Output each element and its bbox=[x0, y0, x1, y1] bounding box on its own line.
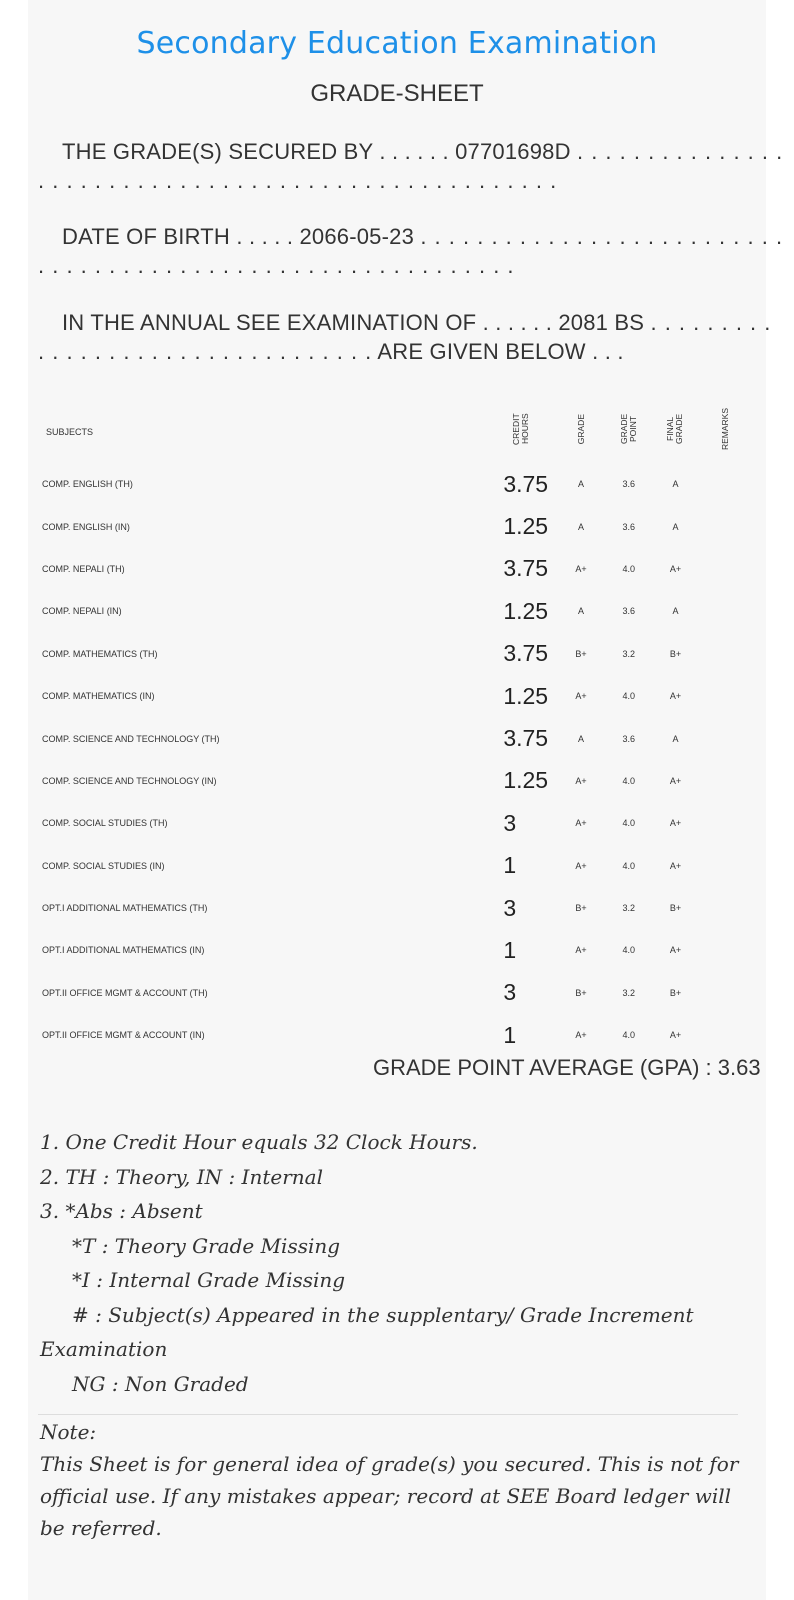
remarks-cell bbox=[698, 972, 752, 1014]
credit-hours-cell: 3 bbox=[503, 809, 517, 836]
table-row bbox=[42, 590, 752, 632]
grade-point-cell: 4.0 bbox=[622, 818, 635, 829]
subject-cell: OPT.II OFFICE MGMT & ACCOUNT (IN) bbox=[42, 1030, 205, 1041]
dob-label: DATE OF BIRTH . . . . . bbox=[62, 224, 294, 249]
grade-cell: A bbox=[578, 479, 585, 490]
grade-cell: A+ bbox=[575, 860, 587, 871]
exam-line-2 bbox=[38, 339, 624, 365]
table-row bbox=[42, 929, 752, 971]
remarks-cell bbox=[698, 760, 752, 802]
note-line: be referred. bbox=[40, 1516, 162, 1540]
subject-cell: OPT.I ADDITIONAL MATHEMATICS (TH) bbox=[42, 903, 208, 914]
final-grade-cell: B+ bbox=[669, 903, 682, 914]
credit-hours-cell: 1.25 bbox=[503, 513, 549, 540]
grades-table bbox=[42, 400, 752, 1056]
dots: . . . . . . . . . . . . . . . bbox=[576, 139, 784, 164]
grade-point-cell: 4.0 bbox=[622, 945, 635, 956]
grade-point-cell: 4.0 bbox=[622, 775, 635, 786]
table-row bbox=[42, 887, 752, 929]
page-title: Secondary Education Examination bbox=[136, 26, 658, 61]
subject-cell: COMP. SOCIAL STUDIES (TH) bbox=[42, 818, 168, 829]
note-line: official use. If any mistakes appear; record at SEE Board ledger will bbox=[40, 1484, 732, 1508]
remarks-cell bbox=[698, 1014, 752, 1056]
grade-point-cell: 3.6 bbox=[622, 606, 635, 617]
table-row bbox=[42, 845, 752, 887]
grade-cell: A+ bbox=[575, 945, 587, 956]
remarks-cell bbox=[698, 802, 752, 844]
exam-year: 2081 BS bbox=[558, 310, 645, 335]
grade-point-cell: 3.2 bbox=[622, 648, 635, 659]
note bbox=[40, 1416, 740, 1544]
credit-hours-cell: 1 bbox=[503, 1021, 517, 1048]
credit-hours-cell: 3.75 bbox=[503, 555, 549, 582]
final-grade-cell: A bbox=[672, 733, 679, 744]
grade-point-cell: 3.6 bbox=[622, 733, 635, 744]
final-grade-cell: A+ bbox=[669, 1030, 682, 1041]
final-grade-cell: A+ bbox=[669, 691, 682, 702]
subject-cell: COMP. SCIENCE AND TECHNOLOGY (IN) bbox=[42, 775, 217, 786]
dots: . . . . . . . . . bbox=[650, 310, 772, 335]
subject-cell: COMP. ENGLISH (TH) bbox=[42, 479, 133, 490]
grade-cell: A+ bbox=[575, 818, 587, 829]
dob-line bbox=[62, 224, 783, 250]
final-grade-cell: A bbox=[672, 521, 679, 532]
table-row bbox=[42, 505, 752, 547]
remarks-cell bbox=[698, 929, 752, 971]
final-grade-cell: B+ bbox=[669, 648, 682, 659]
credit-hours-cell: 1 bbox=[503, 852, 517, 879]
legend-item: Examination bbox=[40, 1337, 168, 1361]
page-subtitle: GRADE-SHEET bbox=[310, 80, 484, 107]
grade-point-cell: 4.0 bbox=[622, 563, 635, 574]
grade-cell: B+ bbox=[575, 648, 587, 659]
table-row bbox=[42, 717, 752, 759]
legend-item: 3. *Abs : Absent bbox=[40, 1199, 203, 1223]
final-grade-cell: A+ bbox=[669, 945, 682, 956]
grade-point-cell: 4.0 bbox=[622, 691, 635, 702]
table-row bbox=[42, 675, 752, 717]
secured-by-label: THE GRADE(S) SECURED BY . . . . . . bbox=[62, 139, 449, 164]
gpa-line bbox=[373, 1055, 761, 1081]
header-grade-point: GRADE POINT bbox=[618, 413, 638, 445]
final-grade-cell: A+ bbox=[669, 563, 682, 574]
header-final-grade: FINAL GRADE bbox=[665, 413, 685, 445]
legend-item: NG : Non Graded bbox=[72, 1371, 249, 1396]
exam-label: IN THE ANNUAL SEE EXAMINATION OF . . . . . . bbox=[62, 310, 553, 335]
dob-dots-line: . . . . . . . . . . . . . . . . . . . . . . . . . . . . . . . . . . bbox=[38, 253, 515, 278]
dob-value: 2066-05-23 bbox=[299, 224, 415, 249]
subject-cell: OPT.I ADDITIONAL MATHEMATICS (IN) bbox=[42, 945, 205, 956]
gpa-value: 3.63 bbox=[717, 1055, 761, 1080]
dots: . . . . . . . . . . . . . . . . . . . . . . . . bbox=[38, 339, 373, 364]
header-subjects: SUBJECTS bbox=[46, 426, 94, 437]
remarks-cell bbox=[698, 845, 752, 887]
remarks-cell bbox=[698, 675, 752, 717]
subject-cell: COMP. SOCIAL STUDIES (IN) bbox=[42, 860, 165, 871]
grade-cell: A bbox=[578, 606, 585, 617]
table-row bbox=[42, 548, 752, 590]
grade-point-cell: 3.6 bbox=[622, 521, 635, 532]
remarks-cell bbox=[698, 887, 752, 929]
credit-hours-cell: 3.75 bbox=[503, 470, 549, 497]
legend-item: *I : Internal Grade Missing bbox=[72, 1268, 346, 1292]
table-row bbox=[42, 1014, 752, 1056]
credit-hours-cell: 1.25 bbox=[503, 682, 549, 709]
subject-cell: COMP. SCIENCE AND TECHNOLOGY (TH) bbox=[42, 733, 220, 744]
remarks-cell bbox=[698, 505, 752, 547]
dots: . . . . . . . . . . . . . . . . . . . . . . . . . . bbox=[420, 224, 784, 249]
grade-point-cell: 3.2 bbox=[622, 903, 635, 914]
grade-sheet bbox=[28, 0, 784, 1600]
header-grade: GRADE bbox=[575, 413, 586, 445]
grade-cell: A bbox=[578, 733, 585, 744]
subject-cell: COMP. MATHEMATICS (IN) bbox=[42, 691, 155, 702]
grade-cell: A+ bbox=[575, 691, 587, 702]
divider bbox=[38, 1414, 738, 1415]
subject-cell: COMP. MATHEMATICS (TH) bbox=[42, 648, 158, 659]
grade-point-cell: 3.6 bbox=[622, 479, 635, 490]
grade-cell: B+ bbox=[575, 987, 587, 998]
gpa-label: GRADE POINT AVERAGE (GPA) : bbox=[373, 1055, 712, 1080]
subject-cell: COMP. NEPALI (IN) bbox=[42, 606, 122, 617]
legend-item: 2. TH : Theory, IN : Internal bbox=[40, 1164, 323, 1189]
table-row bbox=[42, 972, 752, 1014]
legend-item: *T : Theory Grade Missing bbox=[72, 1233, 341, 1258]
table-row bbox=[42, 802, 752, 844]
secured-by-line bbox=[62, 139, 783, 165]
symbol-number: 07701698D bbox=[455, 139, 571, 164]
grade-cell: A+ bbox=[575, 563, 587, 574]
remarks-cell bbox=[698, 717, 752, 759]
subject-cell: OPT.II OFFICE MGMT & ACCOUNT (TH) bbox=[42, 987, 208, 998]
grade-point-cell: 4.0 bbox=[622, 860, 635, 871]
remarks-cell bbox=[698, 633, 752, 675]
final-grade-cell: B+ bbox=[669, 987, 682, 998]
legend-item: 1. One Credit Hour equals 32 Clock Hours. bbox=[40, 1130, 478, 1154]
credit-hours-cell: 1.25 bbox=[503, 597, 549, 624]
table-row bbox=[42, 760, 752, 802]
final-grade-cell: A+ bbox=[669, 818, 682, 829]
credit-hours-cell: 3.75 bbox=[503, 640, 549, 667]
remarks-cell bbox=[698, 548, 752, 590]
exam-line bbox=[62, 310, 771, 336]
given-below-text: ARE GIVEN BELOW . . . bbox=[377, 339, 624, 364]
header-credit-hours: CREDIT HOURS bbox=[511, 413, 531, 445]
secured-by-dots-line: . . . . . . . . . . . . . . . . . . . . . . . . . . . . . . . . . . . . . bbox=[38, 168, 558, 193]
header-remarks: REMARKS bbox=[719, 407, 730, 451]
grade-cell: A+ bbox=[575, 1030, 587, 1041]
grade-cell: A+ bbox=[575, 775, 587, 786]
subject-cell: COMP. ENGLISH (IN) bbox=[42, 521, 130, 532]
grade-point-cell: 3.2 bbox=[622, 987, 635, 998]
legend-item: # : Subject(s) Appeared in the supplentary/ Grade Increment bbox=[72, 1302, 694, 1327]
credit-hours-cell: 1.25 bbox=[503, 767, 549, 794]
remarks-cell bbox=[698, 590, 752, 632]
credit-hours-cell: 3.75 bbox=[503, 725, 549, 752]
table-header-row bbox=[42, 400, 752, 463]
grade-cell: B+ bbox=[575, 903, 587, 914]
table-row bbox=[42, 463, 752, 505]
credit-hours-cell: 3 bbox=[503, 979, 517, 1006]
table-row bbox=[42, 633, 752, 675]
legend bbox=[40, 1125, 750, 1401]
note-heading: Note: bbox=[40, 1420, 97, 1444]
subject-cell: COMP. NEPALI (TH) bbox=[42, 563, 125, 574]
final-grade-cell: A bbox=[672, 479, 679, 490]
final-grade-cell: A bbox=[672, 606, 679, 617]
final-grade-cell: A+ bbox=[669, 775, 682, 786]
remarks-cell bbox=[698, 463, 752, 505]
credit-hours-cell: 1 bbox=[503, 936, 517, 963]
credit-hours-cell: 3 bbox=[503, 894, 517, 921]
grade-point-cell: 4.0 bbox=[622, 1030, 635, 1041]
note-line: This Sheet is for general idea of grade(s) you secured. This is not for bbox=[40, 1452, 739, 1476]
final-grade-cell: A+ bbox=[669, 860, 682, 871]
grade-cell: A bbox=[578, 521, 585, 532]
